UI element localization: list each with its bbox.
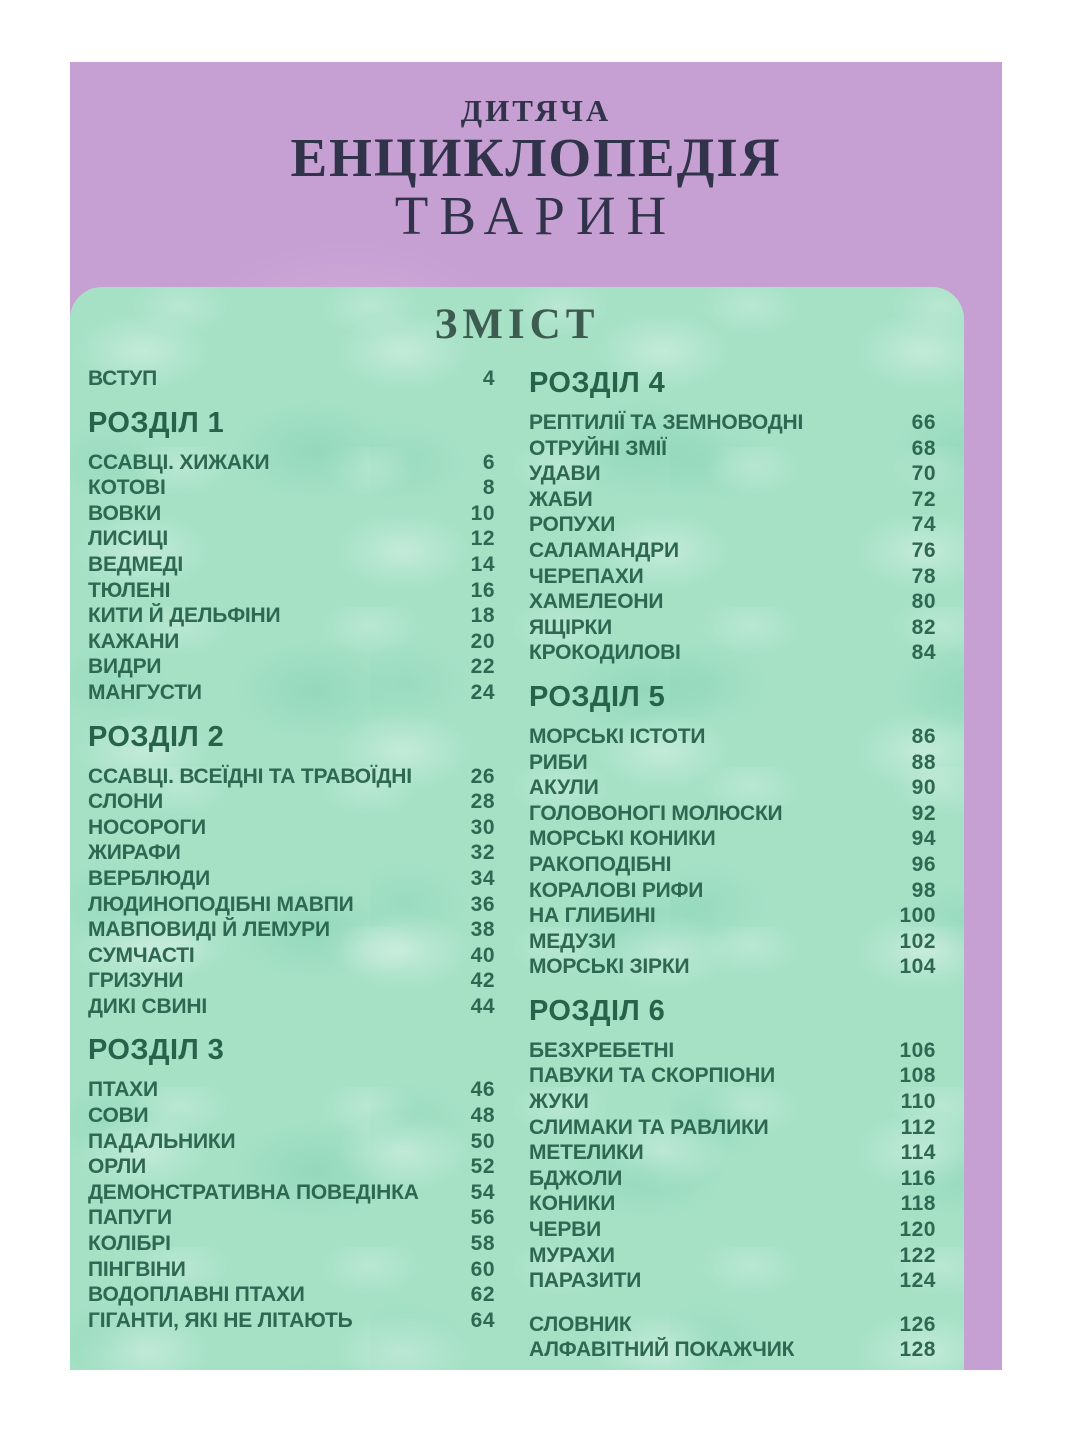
toc-entry-label: ВЕРБЛЮДИ	[88, 866, 211, 890]
toc-entry	[529, 750, 936, 776]
toc-entry	[529, 878, 936, 904]
toc-entry-label: КРОКОДИЛОВІ	[529, 641, 681, 665]
toc-entry	[88, 1282, 495, 1308]
book-page	[70, 62, 1002, 1370]
book-title-line-3: ТВАРИН	[394, 185, 678, 247]
toc-entry-label: НА ГЛИБИНІ	[529, 904, 656, 928]
contents-panel	[70, 287, 964, 1370]
toc-entry-page-number: 62	[470, 1283, 495, 1307]
toc-entry	[529, 461, 936, 487]
toc-entry-page-number: 100	[899, 904, 936, 928]
toc-entry-page-number: 10	[470, 501, 495, 525]
toc-entry-label: ВСТУП	[88, 367, 157, 390]
toc-entry	[88, 629, 495, 655]
toc-entry-page-number: 22	[470, 655, 495, 679]
toc-entry-page-number: 116	[900, 1166, 936, 1190]
toc-entry-label: ЛЮДИНОПОДІБНІ МАВПИ	[88, 892, 354, 916]
toc-entry-label: ГІГАНТИ, ЯКІ НЕ ЛІТАЮТЬ	[88, 1308, 353, 1332]
toc-entry-label: ССАВЦІ. ВСЕЇДНІ ТА ТРАВОЇДНІ	[88, 764, 412, 788]
toc-entry-page-number: 106	[899, 1038, 936, 1062]
toc-entry	[88, 450, 495, 476]
toc-entry-label: РИБИ	[529, 750, 588, 774]
toc-entry-label: АКУЛИ	[529, 776, 599, 800]
toc-entry	[529, 1337, 936, 1363]
toc-section-title: РОЗДІЛ 3	[88, 1034, 225, 1067]
toc-entry-label: ОТРУЙНІ ЗМІЇ	[529, 436, 667, 460]
toc-entry-page-number: 68	[911, 436, 936, 460]
toc-entry-label: САЛАМАНДРИ	[529, 538, 679, 562]
toc-entry	[529, 1140, 936, 1166]
toc-section	[88, 406, 495, 706]
toc-entry	[88, 943, 495, 969]
toc-entry-page-number: 92	[911, 801, 936, 825]
book-title-line-1: ДИТЯЧА	[460, 93, 612, 128]
toc-entry-page-number: 78	[911, 564, 936, 588]
toc-entry	[88, 1205, 495, 1231]
toc-entry-label: ОРЛИ	[88, 1155, 147, 1179]
toc-section	[88, 720, 495, 1020]
toc-entry-label: ЖАБИ	[529, 487, 593, 511]
toc-entry-page-number: 34	[470, 866, 495, 890]
toc-entry-label: СЛИМАКИ ТА РАВЛИКИ	[529, 1115, 769, 1139]
toc-entry-page-number: 58	[470, 1232, 495, 1256]
toc-section	[88, 1033, 495, 1333]
toc-entry	[529, 640, 936, 666]
toc-entry	[529, 801, 936, 827]
toc-entry-label: МЕДУЗИ	[529, 929, 616, 953]
toc-entry	[529, 538, 936, 564]
toc-entry-page-number: 30	[470, 815, 495, 839]
toc-entry	[529, 589, 936, 615]
toc-entry	[529, 1191, 936, 1217]
toc-entry	[88, 603, 495, 629]
toc-entry-label: БЕЗХРЕБЕТНІ	[529, 1038, 675, 1062]
toc-entry-page-number: 4	[482, 367, 495, 390]
toc-entry-page-number: 66	[911, 411, 936, 434]
toc-entry-label: ХАМЕЛЕОНИ	[529, 590, 664, 614]
toc-entry	[88, 892, 495, 918]
toc-entry	[88, 1154, 495, 1180]
toc-section	[529, 1312, 936, 1363]
toc-entry-label: НОСОРОГИ	[88, 815, 206, 839]
toc-column-left	[88, 366, 495, 1363]
toc-entry-page-number: 46	[470, 1078, 495, 1102]
toc-section	[88, 366, 495, 392]
toc-entry	[88, 917, 495, 943]
toc-entry	[529, 724, 936, 750]
toc-entry	[88, 578, 495, 604]
toc-entry-label: КИТИ Й ДЕЛЬФІНИ	[88, 604, 281, 628]
toc-entry-label: ЖИРАФИ	[88, 841, 181, 865]
toc-entry-page-number: 36	[470, 892, 495, 916]
toc-entry-page-number: 14	[470, 552, 495, 576]
toc-entry-label: КАЖАНИ	[88, 629, 180, 653]
toc-entry	[529, 1243, 936, 1269]
toc-entry	[88, 366, 495, 392]
toc-entry-page-number: 84	[911, 641, 936, 665]
toc-entry	[529, 436, 936, 462]
toc-entry-label: СОВИ	[88, 1104, 149, 1128]
toc-entry-label: ДИКІ СВИНІ	[88, 994, 207, 1018]
toc-entry-label: ПТАХИ	[88, 1078, 158, 1102]
toc-entry	[529, 512, 936, 538]
toc-entry	[529, 1268, 936, 1294]
toc-section-title: РОЗДІЛ 1	[88, 406, 225, 439]
toc-entry	[88, 815, 495, 841]
toc-entry-label: КОЛІБРІ	[88, 1232, 171, 1256]
toc-entry-page-number: 64	[470, 1308, 495, 1332]
toc-entry	[529, 775, 936, 801]
toc-entry-label: АЛФАВІТНИЙ ПОКАЖЧИК	[529, 1338, 795, 1362]
toc-entry	[529, 615, 936, 641]
toc-entry	[88, 1129, 495, 1155]
toc-entry	[529, 410, 936, 436]
toc-column-right	[529, 366, 936, 1363]
toc-entry-label: РОПУХИ	[529, 513, 616, 537]
toc-entry-page-number: 48	[470, 1104, 495, 1128]
toc-entry	[529, 1038, 936, 1064]
book-title	[70, 62, 1002, 287]
toc-section-title: РОЗДІЛ 5	[529, 680, 666, 713]
toc-entry-page-number: 76	[911, 538, 936, 562]
toc-entry-page-number: 118	[900, 1192, 936, 1216]
toc-entry-page-number: 122	[899, 1243, 936, 1267]
toc-entry-label: МАВПОВИДІ Й ЛЕМУРИ	[88, 918, 330, 942]
book-title-line-2: ЕНЦИКЛОПЕДІЯ	[290, 127, 782, 189]
toc-entry-page-number: 112	[900, 1115, 936, 1139]
toc-columns	[70, 366, 964, 1363]
toc-entry-label: МЕТЕЛИКИ	[529, 1141, 644, 1165]
toc-entry-label: КОНИКИ	[529, 1192, 616, 1216]
toc-entry-label: УДАВИ	[529, 462, 601, 486]
toc-entry	[88, 680, 495, 706]
toc-entry-label: ЧЕРВИ	[529, 1218, 602, 1242]
toc-section	[529, 680, 936, 980]
toc-entry	[88, 654, 495, 680]
toc-entry	[88, 1180, 495, 1206]
toc-entry-label: ТЮЛЕНІ	[88, 578, 171, 602]
toc-entry-page-number: 110	[900, 1090, 936, 1114]
toc-section-title: РОЗДІЛ 2	[88, 720, 225, 753]
toc-entry-page-number: 8	[482, 476, 495, 500]
toc-entry-page-number: 72	[911, 487, 936, 511]
toc-entry-label: СЛОВНИК	[529, 1312, 632, 1336]
toc-entry-label: СУМЧАСТІ	[88, 943, 195, 967]
toc-entry-page-number: 18	[470, 604, 495, 628]
toc-entry	[88, 475, 495, 501]
toc-entry-label: БДЖОЛИ	[529, 1166, 623, 1190]
toc-entry-page-number: 102	[899, 929, 936, 953]
toc-entry-label: МОРСЬКІ ІСТОТИ	[529, 724, 706, 748]
toc-entry-page-number: 120	[899, 1218, 936, 1242]
toc-entry-label: МОРСЬКІ ЗІРКИ	[529, 955, 690, 979]
toc-entry-label: СЛОНИ	[88, 790, 163, 814]
toc-entry-page-number: 52	[470, 1155, 495, 1179]
toc-entry-page-number: 40	[470, 943, 495, 967]
toc-entry	[529, 954, 936, 980]
toc-entry-page-number: 12	[470, 527, 495, 551]
toc-entry	[88, 764, 495, 790]
toc-entry	[88, 968, 495, 994]
toc-entry-page-number: 86	[911, 724, 936, 748]
toc-entry-page-number: 94	[911, 827, 936, 851]
toc-entry-label: ВЕДМЕДІ	[88, 552, 184, 576]
toc-entry-page-number: 60	[470, 1257, 495, 1281]
toc-entry-label: КОТОВІ	[88, 476, 166, 500]
toc-entry	[529, 852, 936, 878]
toc-entry-label: ВИДРИ	[88, 655, 162, 679]
toc-entry	[529, 1063, 936, 1089]
toc-entry	[529, 1089, 936, 1115]
toc-entry	[88, 501, 495, 527]
toc-entry-page-number: 70	[911, 462, 936, 486]
toc-entry-page-number: 16	[470, 578, 495, 602]
toc-entry	[88, 1231, 495, 1257]
toc-entry-page-number: 74	[911, 513, 936, 537]
toc-entry-label: ВОВКИ	[88, 501, 162, 525]
toc-entry-label: ЧЕРЕПАХИ	[529, 564, 644, 588]
toc-entry-label: ПІНГВІНИ	[88, 1257, 186, 1281]
toc-entry	[529, 1166, 936, 1192]
toc-entry	[88, 994, 495, 1020]
toc-entry-page-number: 44	[470, 994, 495, 1018]
toc-entry-page-number: 80	[911, 590, 936, 614]
toc-entry	[529, 903, 936, 929]
toc-entry	[88, 789, 495, 815]
toc-entry	[529, 487, 936, 513]
toc-entry-label: КОРАЛОВІ РИФИ	[529, 878, 704, 902]
toc-entry-label: ПАВУКИ ТА СКОРПІОНИ	[529, 1064, 775, 1088]
toc-section	[529, 994, 936, 1294]
toc-entry	[88, 1308, 495, 1334]
toc-entry	[88, 1103, 495, 1129]
toc-entry-page-number: 26	[470, 764, 495, 788]
toc-section-title: РОЗДІЛ 6	[529, 994, 666, 1027]
toc-entry-label: МАНГУСТИ	[88, 680, 202, 704]
toc-entry-label: ССАВЦІ. ХИЖАКИ	[88, 450, 270, 474]
toc-entry-page-number: 42	[470, 969, 495, 993]
toc-entry-page-number: 28	[470, 790, 495, 814]
toc-entry-label: ГОЛОВОНОГІ МОЛЮСКИ	[529, 801, 783, 825]
toc-entry	[88, 1257, 495, 1283]
toc-entry-label: ЯЩІРКИ	[529, 615, 613, 639]
toc-entry-label: РАКОПОДІБНІ	[529, 852, 672, 876]
toc-entry-label: ВОДОПЛАВНІ ПТАХИ	[88, 1283, 305, 1307]
toc-entry-page-number: 50	[470, 1129, 495, 1153]
toc-section-title: РОЗДІЛ 4	[529, 367, 666, 399]
toc-entry-page-number: 128	[899, 1338, 936, 1362]
toc-entry	[529, 1115, 936, 1141]
toc-entry-label: ПАРАЗИТИ	[529, 1269, 642, 1293]
toc-entry-page-number: 96	[911, 852, 936, 876]
toc-entry	[88, 552, 495, 578]
toc-entry-label: МУРАХИ	[529, 1243, 615, 1267]
toc-entry	[88, 866, 495, 892]
toc-entry-page-number: 104	[899, 955, 936, 979]
toc-entry	[529, 564, 936, 590]
toc-entry	[88, 1077, 495, 1103]
toc-entry-page-number: 24	[470, 680, 495, 704]
toc-entry-page-number: 56	[470, 1206, 495, 1230]
toc-entry-page-number: 98	[911, 878, 936, 902]
toc-entry-label: ЖУКИ	[529, 1090, 589, 1114]
toc-entry-page-number: 126	[899, 1312, 936, 1336]
toc-entry-label: ПАПУГИ	[88, 1206, 172, 1230]
toc-entry-label: ГРИЗУНИ	[88, 969, 184, 993]
toc-entry-page-number: 124	[899, 1269, 936, 1293]
toc-entry	[88, 840, 495, 866]
toc-entry-label: МОРСЬКІ КОНИКИ	[529, 827, 716, 851]
toc-section	[529, 366, 936, 666]
toc-entry-label: ДЕМОНСТРАТИВНА ПОВЕДІНКА	[88, 1180, 419, 1204]
toc-entry-page-number: 6	[482, 450, 495, 474]
toc-entry-page-number: 38	[470, 918, 495, 942]
toc-entry	[88, 526, 495, 552]
toc-entry	[529, 929, 936, 955]
toc-entry	[529, 1312, 936, 1338]
toc-entry-page-number: 82	[911, 615, 936, 639]
toc-entry	[529, 826, 936, 852]
toc-entry-page-number: 114	[900, 1141, 936, 1165]
toc-entry-label: РЕПТИЛІЇ ТА ЗЕМНОВОДНІ	[529, 411, 804, 434]
contents-heading: ЗМІСТ	[434, 301, 600, 348]
toc-entry-label: ПАДАЛЬНИКИ	[88, 1129, 236, 1153]
toc-entry-page-number: 90	[911, 776, 936, 800]
toc-entry-page-number: 20	[470, 629, 495, 653]
toc-entry-page-number: 88	[911, 750, 936, 774]
toc-entry-page-number: 108	[899, 1064, 936, 1088]
toc-entry-page-number: 54	[470, 1180, 495, 1204]
toc-entry-page-number: 32	[470, 841, 495, 865]
toc-entry	[529, 1217, 936, 1243]
toc-entry-label: ЛИСИЦІ	[88, 527, 169, 551]
